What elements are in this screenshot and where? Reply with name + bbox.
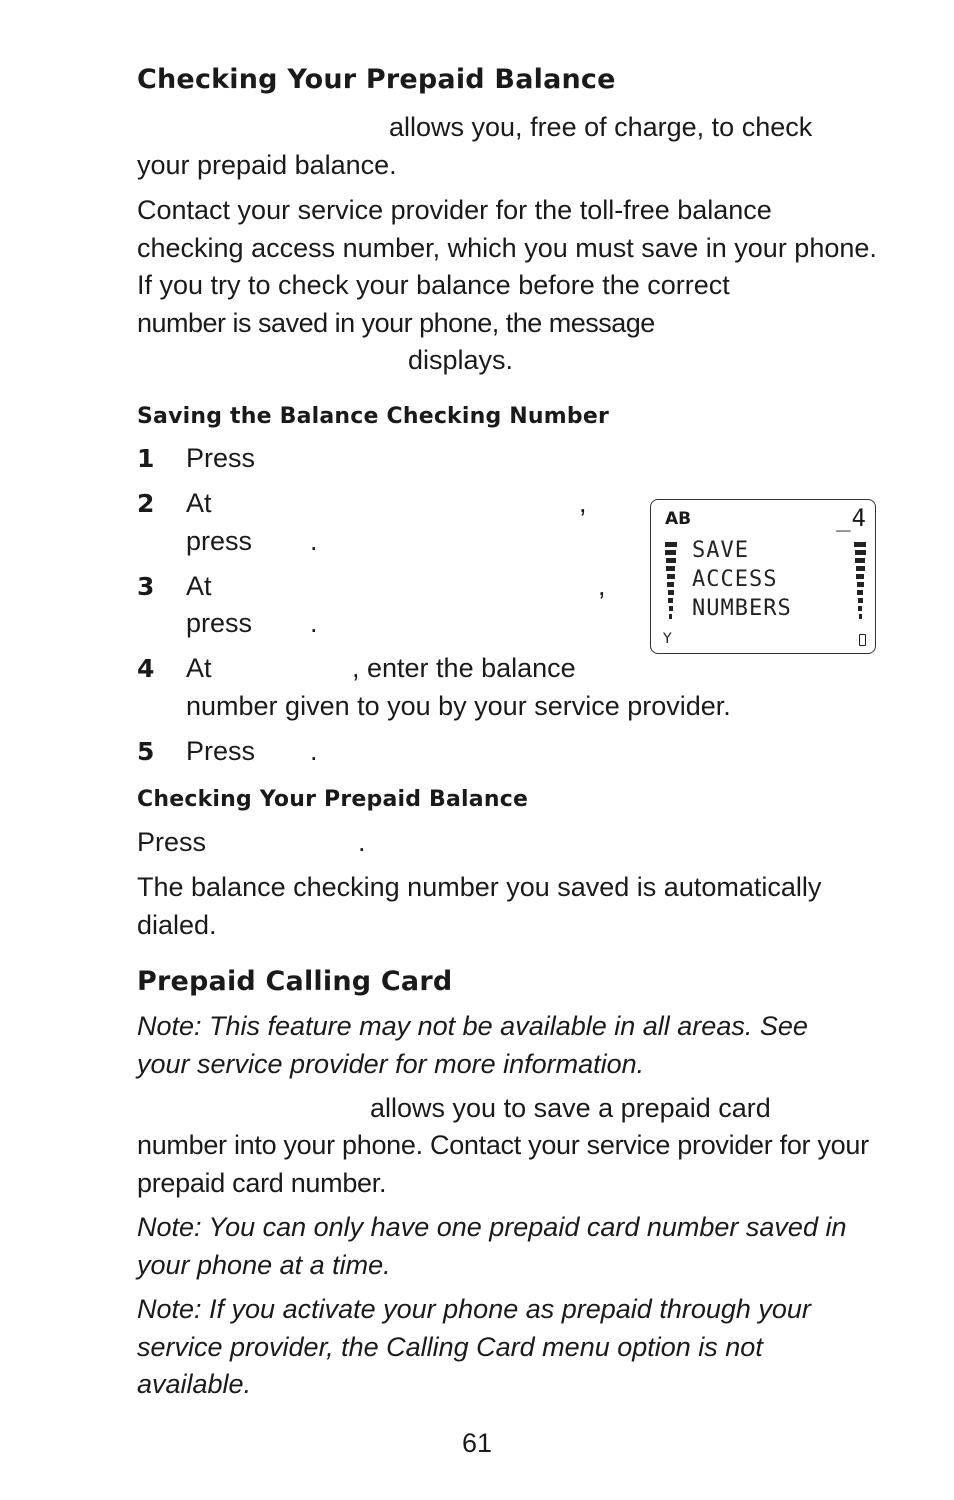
intro-line-2: your prepaid balance. (137, 150, 397, 180)
note-prepaid-activation: Note: If you activate your phone as prepaid through your service provider, the Calling Card menu option is not available. (137, 1294, 811, 1399)
display-mode-label: AB (665, 509, 692, 529)
display-line: NUMBERS (692, 596, 792, 621)
subsection-title-checking: Checking Your Prepaid Balance (137, 787, 529, 812)
contact-paragraph-line5: displays. (408, 345, 514, 375)
phone-display-illustration (650, 499, 876, 654)
step-press: press (186, 526, 253, 556)
page-number: 61 (461, 1428, 493, 1458)
step-comma: , (598, 571, 606, 601)
step-dot: . (310, 608, 318, 638)
step-comma: , (579, 488, 587, 518)
intro-line-1: allows you, free of charge, to check (389, 112, 813, 142)
step-text: Press (186, 443, 256, 473)
step-dot: . (310, 736, 318, 766)
step-text: Press (186, 736, 256, 766)
step-dot: . (310, 526, 318, 556)
checking-paragraph: The balance checking number you saved is automatically dialed. (137, 872, 822, 940)
battery-icon (859, 634, 866, 646)
subsection-title-saving: Saving the Balance Checking Number (137, 404, 610, 429)
step-number: 2 (137, 489, 155, 518)
signal-strength-icon (665, 542, 677, 622)
card-intro-rest: number into your phone. Contact your service provider for your prepaid card number. (137, 1130, 869, 1198)
display-line: SAVE (692, 538, 749, 563)
card-intro-line-1: allows you to save a prepaid card (370, 1093, 771, 1123)
section-title-prepaid-balance: Checking Your Prepaid Balance (137, 64, 616, 95)
step-text: At (186, 653, 212, 683)
checking-press: Press (137, 827, 207, 857)
step-number: 5 (137, 737, 155, 766)
section-title-calling-card: Prepaid Calling Card (137, 966, 453, 997)
battery-level-icon (854, 542, 866, 622)
step-number: 1 (137, 444, 155, 473)
contact-paragraph-line4: number is saved in your phone, the message (137, 308, 655, 338)
step-line2: number given to you by your service provider. (186, 691, 731, 721)
step-number: 4 (137, 654, 155, 683)
step-press: press (186, 608, 253, 638)
antenna-icon: Y (663, 631, 672, 647)
display-line: ACCESS (692, 567, 778, 592)
note-one-card: Note: You can only have one prepaid card number saved in your phone at a time. (137, 1212, 847, 1280)
step-text: At (186, 571, 212, 601)
step-text: At (186, 488, 212, 518)
step-number: 3 (137, 572, 155, 601)
contact-paragraph: Contact your service provider for the toll-free balance checking access number, which you must save in your phone. If you try to check your balance before the correct (137, 195, 877, 300)
display-number: _4 (836, 504, 867, 532)
checking-dot: . (358, 827, 366, 857)
note-availability: Note: This feature may not be available in all areas. See your service provider for more information. (137, 1011, 808, 1079)
step-continuation: , enter the balance (352, 653, 576, 683)
